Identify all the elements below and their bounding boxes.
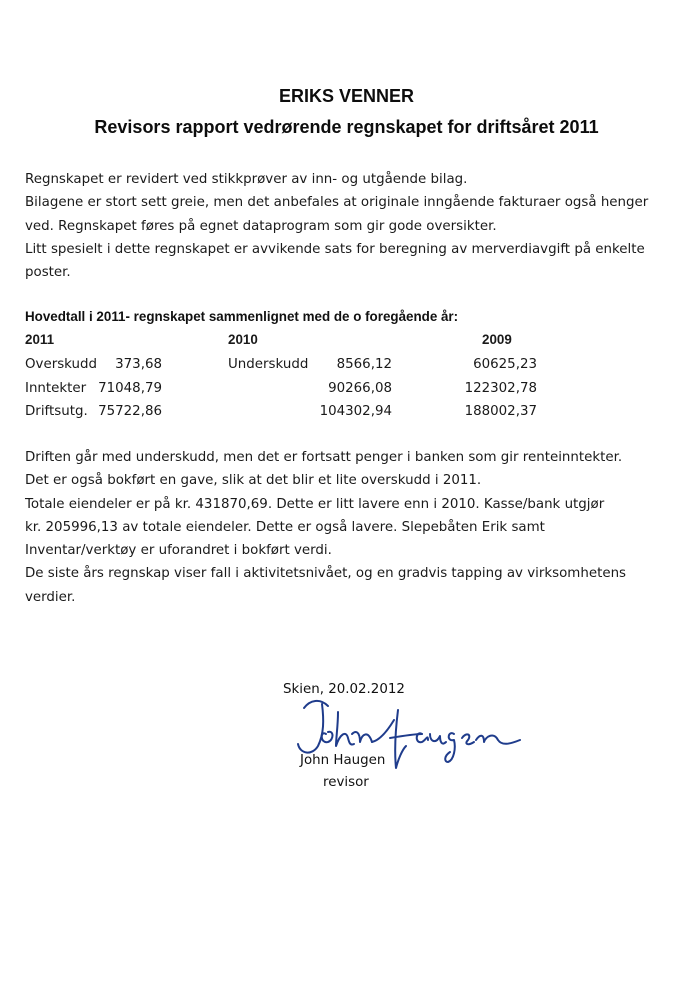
year-2009-header: 2009 — [482, 332, 512, 347]
intro-line: poster. — [25, 265, 71, 281]
row-label: Inntekter — [25, 381, 87, 396]
signer-role: revisor — [323, 775, 369, 790]
place-date: Skien, 20.02.2012 — [283, 682, 405, 697]
year-2010-header: 2010 — [228, 332, 258, 347]
signer-name: John Haugen — [300, 753, 386, 768]
row-label-2010: Underskudd — [228, 357, 309, 372]
summary-line: Inventar/verktøy er uforandret i bokført verdi. — [25, 543, 332, 559]
summary-line: De siste års regnskap viser fall i aktivitetsnivået, og en gradvis tapping av virksomhetens — [25, 566, 627, 582]
year-2011-header: 2011 — [25, 332, 55, 347]
row-label: Driftsutg. — [25, 404, 88, 419]
intro-line: Bilagene er stort sett greie, men det anbefales at originale inngående fakturaer også henger — [25, 195, 649, 211]
summary-paragraph — [25, 446, 675, 609]
row-label: Overskudd — [25, 357, 98, 372]
intro-line: Regnskapet er revidert ved stikkprøver av inn- og utgående bilag. — [25, 172, 468, 187]
key-figures-heading: Hovedtall i 2011- regnskapet sammenlignet med de o foregående år: — [25, 309, 459, 324]
summary-line: kr. 205996,13 av totale eiendeler. Dette er også lavere. Slepebåten Erik samt — [25, 519, 545, 535]
org-title: ERIKS VENNER — [278, 86, 415, 106]
value-2009: 60625,23 — [473, 357, 537, 372]
intro-paragraph — [25, 168, 675, 284]
intro-line: Litt spesielt i dette regnskapet er avvikende sats for beregning av merverdiavgift på enkelte — [25, 241, 645, 257]
value-2011: 373,68 — [115, 357, 162, 372]
report-title: Revisors rapport vedrørende regnskapet for driftsåret 2011 — [94, 117, 599, 137]
summary-line: Driften går med underskudd, men det er fortsatt penger i banken som gir renteinntekter. — [25, 450, 623, 465]
value-2009: 188002,37 — [464, 404, 537, 419]
value-2011: 71048,79 — [98, 381, 162, 396]
value-2010: 90266,08 — [328, 381, 392, 396]
intro-line: ved. Regnskapet føres på egnet dataprogram som gir gode oversikter. — [25, 218, 497, 234]
summary-line: verdier. — [25, 589, 76, 605]
value-2010: 104302,94 — [319, 404, 392, 419]
summary-line: Totale eiendeler er på kr. 431870,69. Dette er litt lavere enn i 2010. Kasse/bank utgjør — [25, 496, 605, 512]
value-2010: 8566,12 — [336, 357, 392, 372]
value-2011: 75722,86 — [98, 404, 162, 419]
value-2009: 122302,78 — [464, 381, 537, 396]
summary-line: Det er også bokført en gave, slik at det blir et lite overskudd i 2011. — [25, 473, 482, 489]
